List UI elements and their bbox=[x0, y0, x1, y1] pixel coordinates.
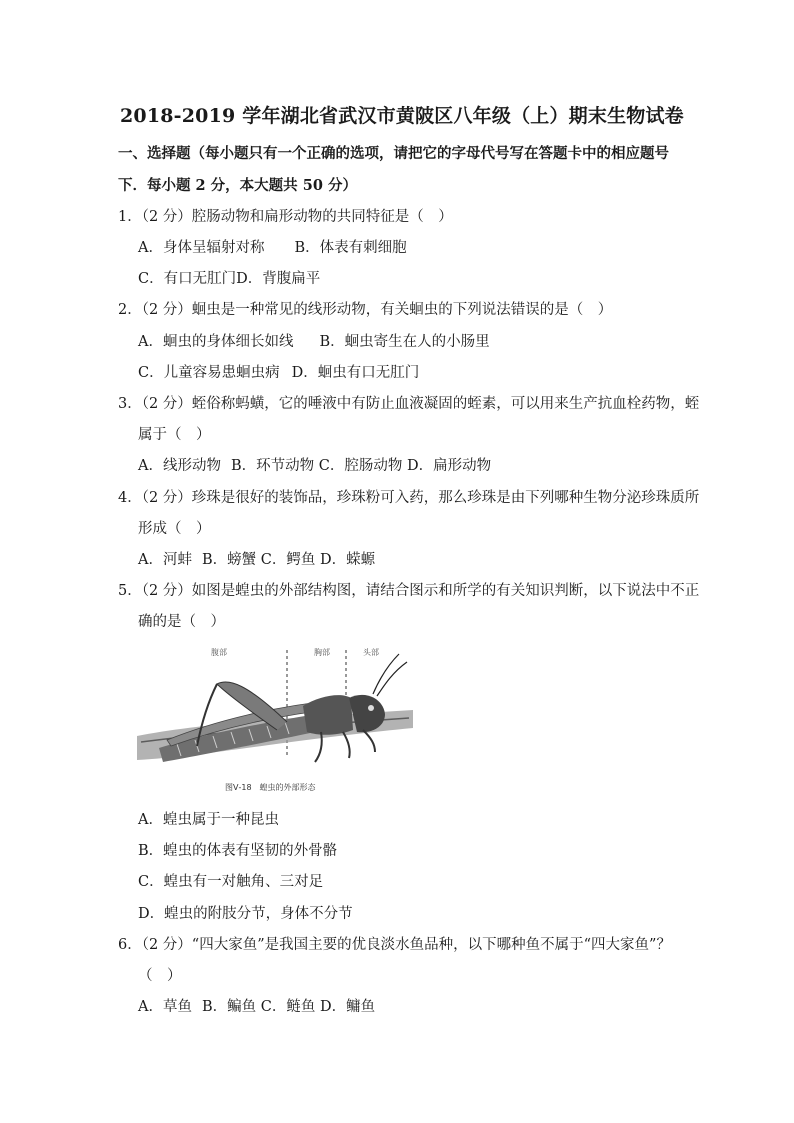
question-4-stem-line-2: 形成（ ） bbox=[138, 521, 211, 537]
question-4-stem-line-1: 4．（2 分）珍珠是很好的装饰品，珍珠粉可入药，那么珍珠是由下列哪种生物分泌珍珠质所 bbox=[118, 490, 700, 506]
grasshopper-illustration bbox=[137, 644, 413, 794]
question-5-option-b: B．蝗虫的体表有坚韧的外骨骼 bbox=[138, 843, 338, 859]
question-6-stem-line-1: 6．（2 分）“四大家鱼”是我国主要的优良淡水鱼品种，以下哪种鱼不属于“四大家鱼”？ bbox=[118, 937, 671, 953]
question-5-option-c: C．蝗虫有一对触角、三对足 bbox=[138, 874, 324, 890]
label-abdomen: 腹部 bbox=[211, 648, 227, 657]
option-d: D．蛔虫有口无肛门 bbox=[291, 365, 420, 381]
question-2-options-row-1 bbox=[138, 332, 490, 352]
label-head: 头部 bbox=[363, 648, 379, 657]
question-1-stem: 1．（2 分）腔肠动物和扁形动物的共同特征是（ ） bbox=[118, 209, 453, 225]
question-1-options-row-1 bbox=[138, 238, 407, 258]
question-2-options-row-2 bbox=[138, 363, 419, 383]
option-a: A．蛔虫的身体细长如线 bbox=[138, 334, 294, 350]
question-5-stem-line-1: 5．（2 分）如图是蝗虫的外部结构图，请结合图示和所学的有关知识判断，以下说法中不正 bbox=[118, 583, 700, 599]
question-5-option-d: D．蝗虫的附肢分节，身体不分节 bbox=[138, 906, 353, 922]
question-3-stem-line-1: 3．（2 分）蛭俗称蚂蟥，它的唾液中有防止血液凝固的蛭素，可以用来生产抗血栓药物，蛭 bbox=[118, 396, 700, 412]
question-6-stem-line-2: （ ） bbox=[138, 968, 182, 984]
grasshopper-figure bbox=[137, 644, 413, 794]
page-title: 2018-2019 学年湖北省武汉市黄陂区八年级（上）期末生物试卷 bbox=[120, 105, 684, 127]
question-3-options bbox=[138, 456, 491, 476]
question-5-stem-line-2: 确的是（ ） bbox=[138, 614, 225, 630]
question-6-options bbox=[138, 997, 375, 1017]
option-b: B．蛔虫寄生在人的小肠里 bbox=[319, 334, 490, 350]
option-a: A．河蚌 bbox=[138, 552, 192, 568]
label-thorax: 胸部 bbox=[314, 648, 330, 657]
option-c: C．儿童容易患蛔虫病 bbox=[138, 365, 280, 381]
option-b: B．体表有刺细胞 bbox=[294, 240, 407, 256]
question-5-option-a: A．蝗虫属于一种昆虫 bbox=[138, 812, 279, 828]
option-a: A．身体呈辐射对称 bbox=[138, 240, 265, 256]
question-1-options-row-2: C．有口无肛门D．背腹扁平 bbox=[138, 271, 321, 287]
figure-caption: 图Ⅴ-18 蝗虫的外部形态 bbox=[225, 783, 316, 792]
option-bcd: B．环节动物 C．腔肠动物 D．扁形动物 bbox=[230, 458, 492, 474]
question-4-options bbox=[138, 550, 375, 570]
option-a: A．草鱼 bbox=[138, 999, 192, 1015]
option-a: A．线形动物 bbox=[138, 458, 221, 474]
section-heading-line-1: 一、选择题（每小题只有一个正确的选项，请把它的字母代号写在答题卡中的相应题号 bbox=[118, 145, 669, 162]
section-heading-line-2: 下．每小题 2 分，本大题共 50 分） bbox=[118, 177, 357, 194]
question-3-stem-line-2: 属于（ ） bbox=[138, 427, 211, 443]
question-2-stem: 2．（2 分）蛔虫是一种常见的线形动物，有关蛔虫的下列说法错误的是（ ） bbox=[118, 302, 613, 318]
option-bcd: B．螃蟹 C．鳄鱼 D．蝾螈 bbox=[201, 552, 376, 568]
option-bcd: B．鳊鱼 C．鲢鱼 D．鳙鱼 bbox=[201, 999, 376, 1015]
